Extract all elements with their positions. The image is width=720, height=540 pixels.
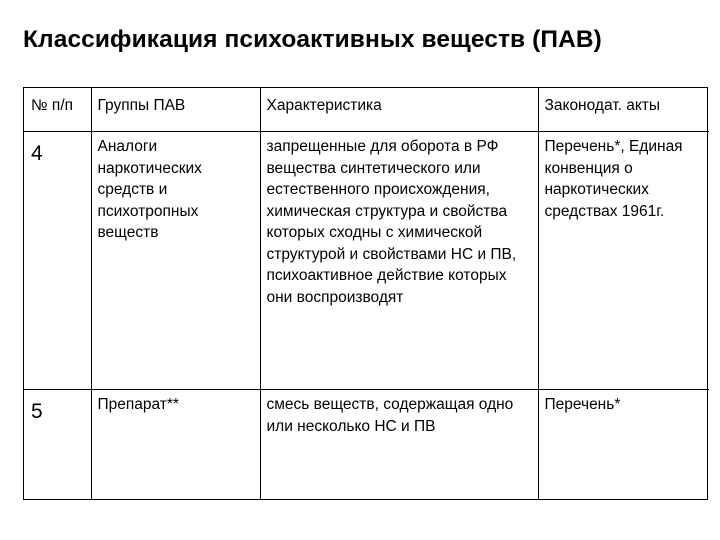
- row-group-text: Препарат**: [97, 396, 179, 413]
- row-characteristic-text: смесь веществ, содержащая одно или несколько НС и ПВ: [266, 396, 514, 435]
- pav-classification-table: [23, 87, 708, 500]
- table-row: [24, 132, 709, 390]
- row-number-cell: [24, 390, 91, 500]
- header-legal-acts-label: Законодат. акты: [544, 97, 661, 114]
- header-cell-characteristic: [260, 88, 538, 132]
- row-characteristic-cell: [260, 390, 538, 500]
- row-group-text: Аналоги наркотических средств и психотропных веществ: [97, 138, 202, 241]
- header-cell-legal-acts: [538, 88, 709, 132]
- row-group-cell: [91, 390, 260, 500]
- row-number: 4: [31, 142, 43, 165]
- header-characteristic-label: Характеристика: [266, 97, 382, 114]
- row-group-cell: [91, 132, 260, 390]
- table-row: [24, 390, 709, 500]
- row-number: 5: [31, 400, 43, 423]
- row-legal-acts-cell: [538, 390, 709, 500]
- header-group-label: Группы ПАВ: [97, 97, 186, 114]
- row-characteristic-cell: [260, 132, 538, 390]
- row-legal-acts-text: Перечень*: [544, 396, 621, 413]
- table-header-row: [24, 88, 709, 132]
- row-number-cell: [24, 132, 91, 390]
- header-cell-number: [24, 88, 91, 132]
- header-cell-group: [91, 88, 260, 132]
- page-title: Классификация психоактивных веществ (ПАВ): [23, 26, 602, 53]
- row-legal-acts-cell: [538, 132, 709, 390]
- header-number-label: № п/п: [31, 97, 74, 114]
- row-characteristic-text: запрещенные для оборота в РФ вещества синтетического или естественного происхождения, химическая структура и свойства которых сходны с химической структурой и свойствами НС и ПВ, психоактивное действие которых они воспроизводят: [266, 138, 517, 306]
- row-legal-acts-text: Перечень*, Единая конвенция о наркотических средствах 1961г.: [544, 138, 683, 220]
